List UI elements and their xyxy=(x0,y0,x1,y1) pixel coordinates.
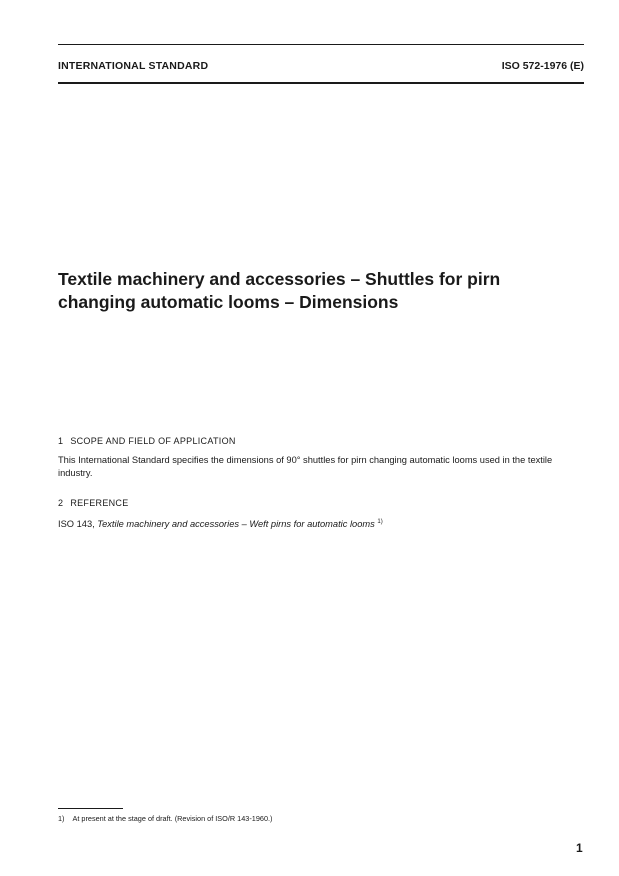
top-rule xyxy=(58,44,584,45)
section-2-heading xyxy=(58,498,129,508)
section-2-number: 2 xyxy=(58,498,64,508)
reference-code: ISO 143, xyxy=(58,519,98,530)
header-standard-label: INTERNATIONAL STANDARD xyxy=(58,60,209,72)
header-rule xyxy=(58,82,584,84)
section-2-title: REFERENCE xyxy=(70,498,129,508)
title-line-2: changing automatic looms – Dimensions xyxy=(58,292,399,312)
section-2-reference xyxy=(58,516,584,531)
footnote-mark: 1) xyxy=(58,814,65,823)
footnote xyxy=(58,814,272,823)
page-header xyxy=(58,60,584,74)
header-document-number: ISO 572-1976 (E) xyxy=(501,60,584,72)
page-number: 1 xyxy=(576,841,583,855)
footnote-rule xyxy=(58,808,123,809)
section-1-heading xyxy=(58,436,236,446)
reference-title: Textile machinery and accessories – Weft pirns for automatic looms xyxy=(97,519,375,530)
section-1-number: 1 xyxy=(58,436,64,446)
section-1-title: SCOPE AND FIELD OF APPLICATION xyxy=(70,436,236,446)
section-1-text: This International Standard specifies the dimensions of 90° shuttles for pirn changing automatic looms used in the textile industry. xyxy=(58,455,553,478)
footnote-text: At present at the stage of draft. (Revision of ISO/R 143-1960.) xyxy=(72,814,273,823)
reference-footnote-mark: 1) xyxy=(377,519,383,525)
document-title xyxy=(58,268,578,314)
title-line-1: Textile machinery and accessories – Shuttles for pirn xyxy=(58,269,501,289)
